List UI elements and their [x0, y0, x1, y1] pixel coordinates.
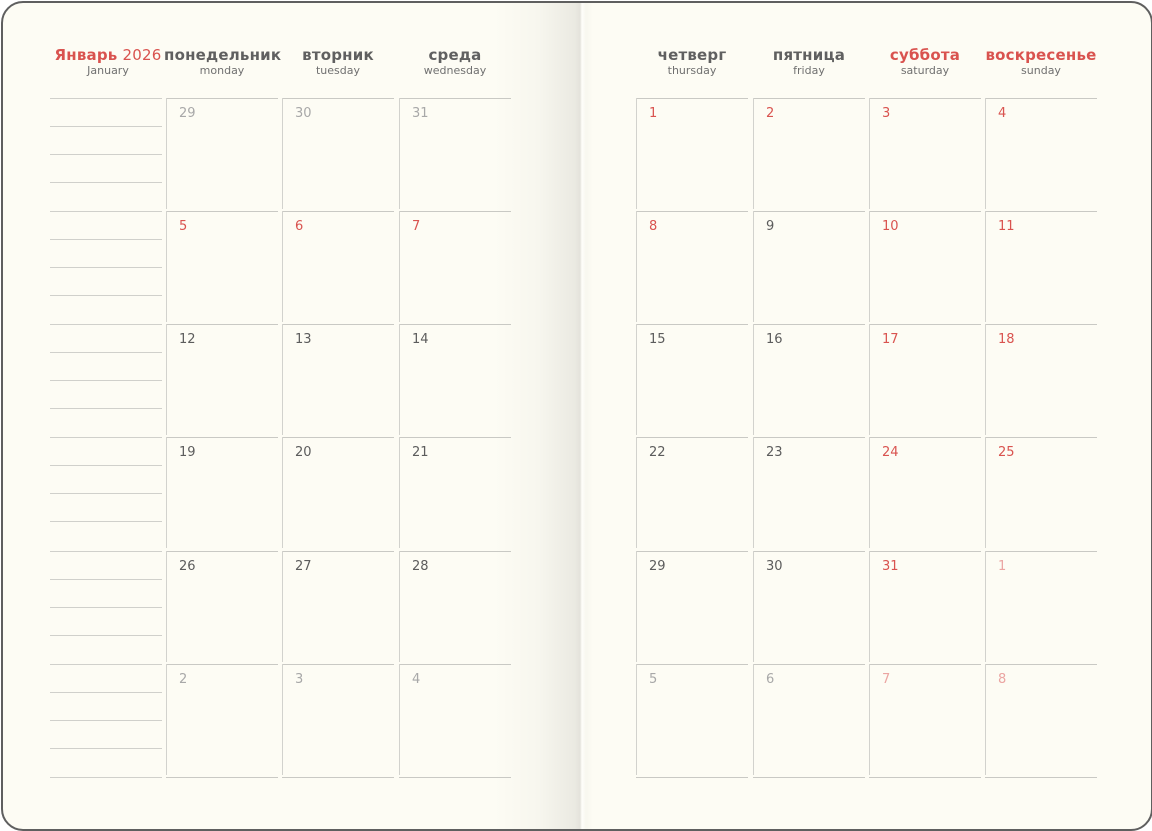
date-number[interactable]: 26: [179, 559, 196, 574]
cell-divider: [166, 211, 167, 322]
cell-divider: [636, 664, 637, 775]
cell-border: [166, 98, 278, 99]
cell-border: [753, 324, 865, 325]
cell-border: [282, 211, 394, 212]
cell-border: [399, 664, 511, 665]
cell-divider: [753, 551, 754, 662]
day-header-thursday: [634, 45, 750, 77]
cell-border: [869, 777, 981, 778]
cell-border: [282, 551, 394, 552]
date-number[interactable]: 2: [179, 672, 188, 687]
day-header-tuesday: [280, 45, 396, 77]
note-line: [50, 154, 162, 155]
day-header-wednesday: [397, 45, 513, 77]
cell-border: [399, 98, 511, 99]
cell-border: [985, 324, 1097, 325]
day-header-sunday: [983, 45, 1099, 77]
date-number[interactable]: 6: [766, 672, 775, 687]
cell-divider: [753, 664, 754, 775]
date-number[interactable]: 4: [412, 672, 421, 687]
note-line: [50, 98, 162, 99]
cell-divider: [399, 211, 400, 322]
cell-divider: [985, 98, 986, 209]
day-name-en: friday: [793, 64, 825, 77]
note-line: [50, 493, 162, 494]
cell-divider: [282, 437, 283, 548]
cell-border: [399, 324, 511, 325]
date-number[interactable]: 8: [649, 219, 658, 234]
cell-divider: [985, 664, 986, 775]
note-line: [50, 211, 162, 212]
date-number[interactable]: 24: [882, 445, 899, 460]
cell-border: [636, 211, 748, 212]
cell-border: [399, 777, 511, 778]
cell-border: [869, 551, 981, 552]
cell-border: [869, 211, 981, 212]
date-number[interactable]: 31: [882, 559, 899, 574]
date-number[interactable]: 5: [649, 672, 658, 687]
date-number[interactable]: 30: [295, 106, 312, 121]
note-line: [50, 748, 162, 749]
note-line: [50, 126, 162, 127]
cell-border: [753, 777, 865, 778]
note-line: [50, 324, 162, 325]
cell-divider: [399, 324, 400, 435]
cell-divider: [869, 98, 870, 209]
cell-border: [869, 324, 981, 325]
cell-divider: [282, 98, 283, 209]
cell-divider: [753, 437, 754, 548]
date-number[interactable]: 2: [766, 106, 775, 121]
cell-divider: [869, 437, 870, 548]
day-name-ru: вторник: [302, 46, 374, 64]
cell-divider: [399, 437, 400, 548]
date-number[interactable]: 3: [882, 106, 891, 121]
cell-border: [753, 437, 865, 438]
day-name-ru: среда: [428, 46, 482, 64]
cell-border: [753, 551, 865, 552]
cell-divider: [985, 437, 986, 548]
date-number[interactable]: 29: [179, 106, 196, 121]
date-number[interactable]: 25: [998, 445, 1015, 460]
cell-border: [869, 98, 981, 99]
date-number[interactable]: 16: [766, 332, 783, 347]
note-line: [50, 437, 162, 438]
day-name-en: saturday: [900, 64, 950, 77]
day-header-saturday: [867, 45, 983, 77]
date-number[interactable]: 1: [998, 559, 1007, 574]
date-number[interactable]: 19: [179, 445, 196, 460]
cell-divider: [869, 551, 870, 662]
date-number[interactable]: 30: [766, 559, 783, 574]
cell-divider: [399, 98, 400, 209]
cell-divider: [869, 324, 870, 435]
cell-border: [282, 664, 394, 665]
cell-border: [166, 664, 278, 665]
cell-divider: [985, 211, 986, 322]
date-number[interactable]: 29: [649, 559, 666, 574]
date-number[interactable]: 20: [295, 445, 312, 460]
day-name-ru: суббота: [889, 46, 961, 64]
cell-divider: [166, 437, 167, 548]
note-line: [50, 664, 162, 665]
cell-divider: [166, 664, 167, 775]
book-gutter: [493, 3, 593, 829]
day-name-en: thursday: [667, 64, 717, 77]
cell-border: [985, 664, 1097, 665]
date-number[interactable]: 13: [295, 332, 312, 347]
day-header-friday: [751, 45, 867, 77]
cell-divider: [282, 324, 283, 435]
cell-divider: [166, 551, 167, 662]
cell-border: [166, 437, 278, 438]
cell-border: [166, 324, 278, 325]
cell-border: [985, 211, 1097, 212]
note-line: [50, 692, 162, 693]
day-name-ru: четверг: [657, 46, 727, 64]
date-number[interactable]: 3: [295, 672, 304, 687]
cell-divider: [282, 211, 283, 322]
date-number[interactable]: 11: [998, 219, 1015, 234]
cell-border: [636, 437, 748, 438]
cell-border: [636, 551, 748, 552]
note-line: [50, 635, 162, 636]
note-line: [50, 182, 162, 183]
date-number[interactable]: 7: [412, 219, 421, 234]
cell-divider: [753, 211, 754, 322]
cell-divider: [166, 98, 167, 209]
day-name-en: sunday: [1021, 64, 1061, 77]
date-number[interactable]: 15: [649, 332, 666, 347]
note-line: [50, 607, 162, 608]
cell-divider: [753, 98, 754, 209]
date-number[interactable]: 10: [882, 219, 899, 234]
date-number[interactable]: 7: [882, 672, 891, 687]
cell-border: [166, 551, 278, 552]
date-number[interactable]: 28: [412, 559, 429, 574]
cell-border: [869, 437, 981, 438]
month-title: Январь: [54, 46, 118, 64]
cell-border: [399, 437, 511, 438]
cell-divider: [282, 664, 283, 775]
cell-border: [399, 551, 511, 552]
cell-divider: [753, 324, 754, 435]
date-number[interactable]: 12: [179, 332, 196, 347]
date-number[interactable]: 21: [412, 445, 429, 460]
date-number[interactable]: 17: [882, 332, 899, 347]
date-number[interactable]: 5: [179, 219, 188, 234]
date-number[interactable]: 6: [295, 219, 304, 234]
note-line: [50, 267, 162, 268]
cell-border: [985, 437, 1097, 438]
cell-border: [282, 98, 394, 99]
date-number[interactable]: 23: [766, 445, 783, 460]
month-year: 2026: [122, 46, 162, 64]
date-number[interactable]: 8: [998, 672, 1007, 687]
date-number[interactable]: 22: [649, 445, 666, 460]
day-name-en: wednesday: [423, 64, 487, 77]
month-subtitle: January: [87, 64, 129, 77]
cell-divider: [636, 551, 637, 662]
note-line: [50, 239, 162, 240]
cell-border: [166, 777, 278, 778]
cell-divider: [869, 664, 870, 775]
cell-divider: [399, 664, 400, 775]
cell-border: [166, 211, 278, 212]
note-line: [50, 579, 162, 580]
cell-border: [282, 324, 394, 325]
day-name-ru: понедельник: [164, 46, 282, 64]
cell-border: [636, 324, 748, 325]
cell-border: [282, 777, 394, 778]
cell-divider: [399, 551, 400, 662]
cell-border: [753, 211, 865, 212]
date-number[interactable]: 18: [998, 332, 1015, 347]
cell-border: [282, 437, 394, 438]
date-number[interactable]: 31: [412, 106, 429, 121]
note-line: [50, 380, 162, 381]
day-name-en: tuesday: [315, 64, 361, 77]
cell-border: [985, 98, 1097, 99]
note-line: [50, 521, 162, 522]
cell-divider: [985, 324, 986, 435]
note-line: [50, 465, 162, 466]
cell-divider: [869, 211, 870, 322]
cell-divider: [636, 98, 637, 209]
day-name-ru: пятница: [772, 46, 846, 64]
date-number[interactable]: 1: [649, 106, 658, 121]
cell-divider: [636, 437, 637, 548]
cell-border: [636, 98, 748, 99]
date-number[interactable]: 4: [998, 106, 1007, 121]
day-name-ru: воскресенье: [985, 46, 1097, 64]
note-line: [50, 295, 162, 296]
month-header: [50, 45, 166, 77]
note-line: [50, 720, 162, 721]
cell-divider: [166, 324, 167, 435]
date-number[interactable]: 27: [295, 559, 312, 574]
cell-border: [753, 664, 865, 665]
cell-divider: [636, 211, 637, 322]
cell-border: [869, 664, 981, 665]
cell-border: [636, 664, 748, 665]
planner-spread: [1, 1, 1152, 831]
date-number[interactable]: 14: [412, 332, 429, 347]
note-line: [50, 777, 162, 778]
day-name-en: monday: [199, 64, 245, 77]
day-header-monday: [164, 45, 280, 77]
cell-border: [636, 777, 748, 778]
cell-border: [985, 777, 1097, 778]
note-line: [50, 551, 162, 552]
note-line: [50, 408, 162, 409]
cell-divider: [985, 551, 986, 662]
cell-border: [399, 211, 511, 212]
cell-border: [753, 98, 865, 99]
cell-divider: [636, 324, 637, 435]
date-number[interactable]: 9: [766, 219, 775, 234]
cell-divider: [282, 551, 283, 662]
note-line: [50, 352, 162, 353]
cell-border: [985, 551, 1097, 552]
